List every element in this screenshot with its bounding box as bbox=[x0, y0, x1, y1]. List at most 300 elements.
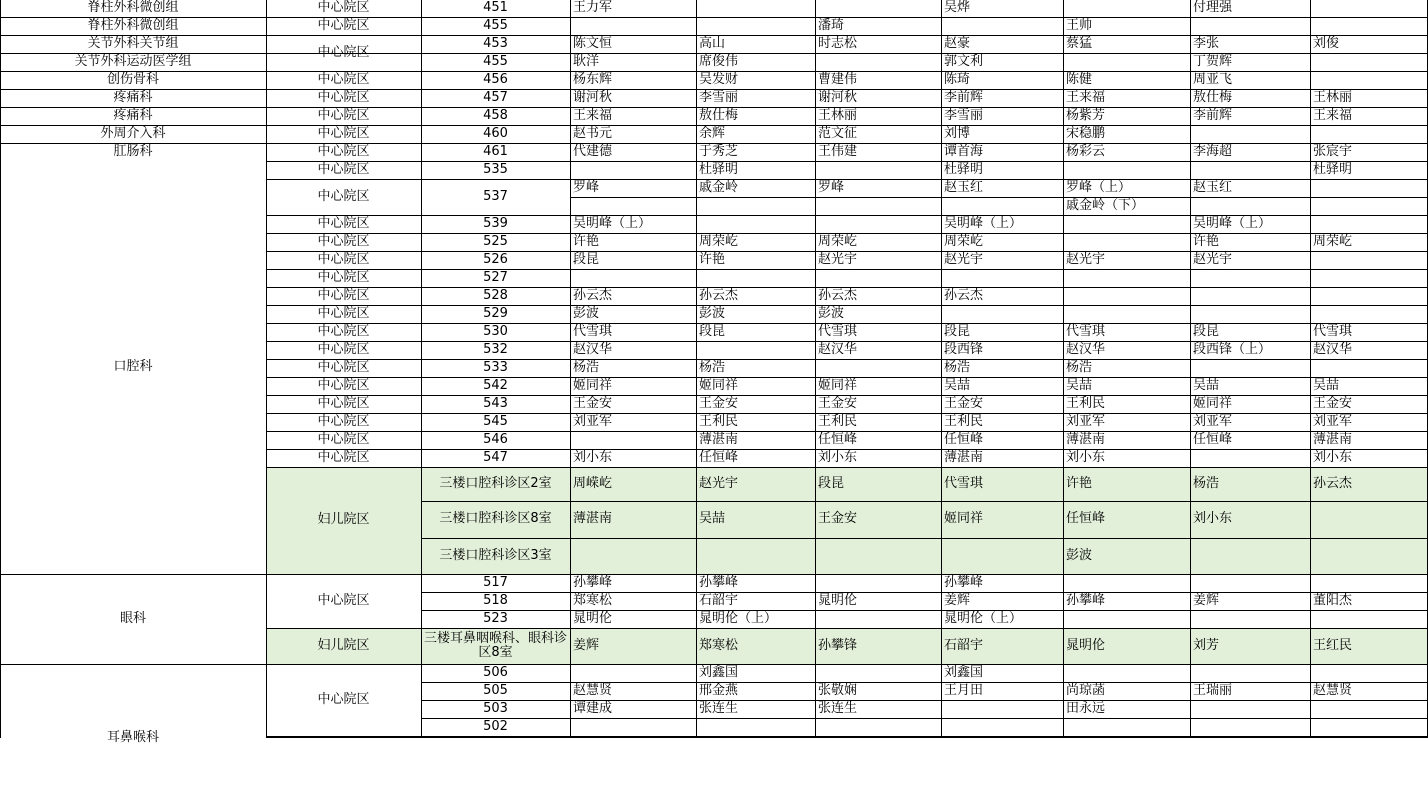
doctor-cell[interactable]: 赵玉红 bbox=[944, 179, 984, 195]
doctor-cell[interactable]: 周荣屹 bbox=[699, 233, 739, 249]
doctor-cell[interactable]: 董阳杰 bbox=[1313, 592, 1353, 608]
doctor-cell[interactable]: 孙攀锋 bbox=[818, 637, 858, 653]
doctor-cell[interactable] bbox=[1190, 17, 1310, 35]
doctor-cell[interactable] bbox=[1310, 538, 1428, 574]
doctor-cell[interactable] bbox=[1310, 501, 1428, 538]
room-cell[interactable]: 518 bbox=[483, 592, 508, 608]
doctor-cell[interactable]: 任恒峰 bbox=[1066, 511, 1106, 527]
doctor-cell[interactable]: 晁明伦 bbox=[573, 610, 613, 626]
doctor-cell[interactable] bbox=[570, 538, 696, 574]
area-cell[interactable]: 中心院区 bbox=[317, 71, 370, 87]
doctor-cell[interactable] bbox=[1310, 71, 1428, 89]
room-cell[interactable]: 532 bbox=[483, 341, 508, 357]
doctor-cell[interactable]: 王金安 bbox=[1313, 395, 1353, 411]
doctor-cell[interactable]: 刘亚军 bbox=[1313, 413, 1353, 429]
room-cell[interactable]: 455 bbox=[483, 53, 508, 69]
doctor-cell[interactable]: 赵光宇 bbox=[818, 251, 858, 267]
doctor-cell[interactable]: 杨浩 bbox=[699, 359, 726, 375]
doctor-cell[interactable] bbox=[941, 197, 1063, 215]
doctor-cell[interactable]: 王力军 bbox=[573, 0, 613, 15]
area-cell[interactable]: 中心院区 bbox=[317, 125, 370, 141]
room-cell[interactable]: 457 bbox=[483, 89, 508, 105]
doctor-cell[interactable]: 段昆 bbox=[944, 323, 971, 339]
doctor-cell[interactable]: 薄湛南 bbox=[573, 511, 613, 527]
doctor-cell[interactable] bbox=[941, 538, 1063, 574]
doctor-cell[interactable] bbox=[1190, 125, 1310, 143]
doctor-cell[interactable]: 孙云杰 bbox=[1313, 475, 1353, 491]
doctor-cell[interactable] bbox=[1190, 269, 1310, 287]
doctor-cell[interactable] bbox=[696, 215, 815, 233]
room-cell[interactable]: 451 bbox=[483, 0, 508, 15]
doctor-cell[interactable]: 孙云杰 bbox=[944, 287, 984, 303]
doctor-cell[interactable]: 周荣屹 bbox=[1313, 233, 1353, 249]
doctor-cell[interactable] bbox=[570, 269, 696, 287]
doctor-cell[interactable] bbox=[1310, 179, 1428, 197]
room-cell[interactable]: 503 bbox=[483, 700, 508, 716]
doctor-cell[interactable]: 吴喆 bbox=[944, 377, 971, 393]
doctor-cell[interactable]: 赵光宇 bbox=[699, 475, 739, 491]
doctor-cell[interactable]: 代雪琪 bbox=[1313, 323, 1353, 339]
area-cell[interactable]: 中心院区 bbox=[317, 592, 370, 608]
doctor-cell[interactable]: 王来福 bbox=[1066, 89, 1106, 105]
room-cell[interactable]: 456 bbox=[483, 71, 508, 87]
doctor-cell[interactable]: 吴喆 bbox=[1066, 377, 1093, 393]
room-cell[interactable]: 三楼口腔科诊区8室 bbox=[439, 511, 552, 527]
doctor-cell[interactable] bbox=[1063, 53, 1190, 71]
dept-cell[interactable]: 关节外科关节组 bbox=[87, 35, 179, 51]
dept-cell[interactable]: 肛肠科 bbox=[113, 143, 153, 159]
dept-cell[interactable]: 疼痛科 bbox=[113, 89, 153, 105]
doctor-cell[interactable]: 代雪琪 bbox=[573, 323, 613, 339]
doctor-cell[interactable] bbox=[1063, 664, 1190, 682]
doctor-cell[interactable]: 杨浩 bbox=[1066, 359, 1093, 375]
doctor-cell[interactable]: 吴烨 bbox=[944, 0, 971, 15]
area-cell[interactable]: 中心院区 bbox=[317, 89, 370, 105]
area-cell[interactable]: 中心院区 bbox=[317, 269, 370, 285]
doctor-cell[interactable]: 孙攀峰 bbox=[944, 574, 984, 590]
doctor-cell[interactable]: 许艳 bbox=[1066, 475, 1093, 491]
doctor-cell[interactable]: 王金安 bbox=[699, 395, 739, 411]
area-cell[interactable]: 中心院区 bbox=[317, 233, 370, 249]
doctor-cell[interactable] bbox=[1190, 610, 1310, 628]
doctor-cell[interactable] bbox=[696, 718, 815, 736]
room-cell[interactable]: 458 bbox=[483, 107, 508, 123]
doctor-cell[interactable] bbox=[1310, 700, 1428, 718]
doctor-cell[interactable] bbox=[570, 664, 696, 682]
doctor-cell[interactable]: 吴明峰（上） bbox=[944, 215, 1023, 231]
doctor-cell[interactable] bbox=[1063, 718, 1190, 736]
doctor-cell[interactable]: 周荣屹 bbox=[944, 233, 984, 249]
doctor-cell[interactable] bbox=[815, 664, 941, 682]
area-cell[interactable]: 妇儿院区 bbox=[317, 512, 370, 528]
doctor-cell[interactable] bbox=[1190, 197, 1310, 215]
area-cell[interactable]: 妇儿院区 bbox=[317, 637, 370, 653]
doctor-cell[interactable]: 罗峰 bbox=[818, 179, 845, 195]
doctor-cell[interactable] bbox=[815, 610, 941, 628]
doctor-cell[interactable] bbox=[1063, 215, 1190, 233]
doctor-cell[interactable]: 杨浩 bbox=[944, 359, 971, 375]
room-cell[interactable]: 523 bbox=[483, 610, 508, 626]
doctor-cell[interactable]: 刘鑫国 bbox=[699, 664, 739, 680]
doctor-cell[interactable] bbox=[1310, 53, 1428, 71]
doctor-cell[interactable]: 姬同祥 bbox=[818, 377, 858, 393]
doctor-cell[interactable]: 吴喆 bbox=[1313, 377, 1340, 393]
dept-cell[interactable]: 眼科 bbox=[119, 610, 146, 626]
doctor-cell[interactable]: 陈文恒 bbox=[573, 35, 613, 51]
doctor-cell[interactable] bbox=[1190, 305, 1310, 323]
doctor-cell[interactable]: 薄湛南 bbox=[699, 431, 739, 447]
doctor-cell[interactable]: 代建德 bbox=[573, 143, 613, 159]
doctor-cell[interactable]: 姜辉 bbox=[944, 592, 971, 608]
doctor-cell[interactable]: 范文征 bbox=[818, 125, 858, 141]
doctor-cell[interactable] bbox=[1063, 233, 1190, 251]
doctor-cell[interactable]: 谭建成 bbox=[573, 700, 613, 716]
doctor-cell[interactable] bbox=[1310, 0, 1428, 17]
doctor-cell[interactable]: 任恒峰 bbox=[818, 431, 858, 447]
area-cell[interactable]: 中心院区 bbox=[317, 305, 370, 321]
doctor-cell[interactable]: 杨紫芳 bbox=[1066, 107, 1106, 123]
doctor-cell[interactable]: 姬同祥 bbox=[573, 377, 613, 393]
room-cell[interactable]: 453 bbox=[483, 35, 508, 51]
doctor-cell[interactable]: 刘亚军 bbox=[1193, 413, 1233, 429]
doctor-cell[interactable] bbox=[815, 53, 941, 71]
doctor-cell[interactable]: 田永远 bbox=[1066, 700, 1106, 716]
area-cell[interactable]: 中心院区 bbox=[317, 691, 370, 707]
doctor-cell[interactable]: 席俊伟 bbox=[699, 53, 739, 69]
doctor-cell[interactable]: 宋稳鹏 bbox=[1066, 125, 1106, 141]
doctor-cell[interactable] bbox=[815, 359, 941, 377]
doctor-cell[interactable]: 赵豪 bbox=[944, 35, 971, 51]
doctor-cell[interactable] bbox=[1310, 664, 1428, 682]
doctor-cell[interactable]: 段昆 bbox=[1193, 323, 1220, 339]
doctor-cell[interactable] bbox=[1190, 700, 1310, 718]
doctor-cell[interactable] bbox=[570, 161, 696, 179]
room-cell[interactable]: 547 bbox=[483, 449, 508, 465]
doctor-cell[interactable]: 杨浩 bbox=[1193, 475, 1220, 491]
doctor-cell[interactable]: 戚金岭（下） bbox=[1066, 197, 1145, 213]
room-cell[interactable]: 526 bbox=[483, 251, 508, 267]
doctor-cell[interactable]: 姜辉 bbox=[573, 637, 600, 653]
dept-cell[interactable]: 脊柱外科微创组 bbox=[87, 17, 179, 33]
doctor-cell[interactable] bbox=[696, 197, 815, 215]
doctor-cell[interactable]: 杜驿明 bbox=[699, 161, 739, 177]
room-cell[interactable]: 三楼口腔科诊区2室 bbox=[439, 475, 552, 491]
doctor-cell[interactable]: 李张 bbox=[1193, 35, 1220, 51]
doctor-cell[interactable] bbox=[815, 197, 941, 215]
doctor-cell[interactable]: 薄湛南 bbox=[944, 449, 984, 465]
dept-cell[interactable]: 脊柱外科微创组 bbox=[87, 0, 179, 15]
area-cell[interactable]: 中心院区 bbox=[317, 431, 370, 447]
room-cell[interactable]: 543 bbox=[483, 395, 508, 411]
doctor-cell[interactable]: 姬同祥 bbox=[944, 511, 984, 527]
doctor-cell[interactable] bbox=[1310, 197, 1428, 215]
doctor-cell[interactable]: 刘亚军 bbox=[1066, 413, 1106, 429]
doctor-cell[interactable]: 陈琦 bbox=[944, 71, 971, 87]
doctor-cell[interactable]: 潘琦 bbox=[818, 17, 845, 33]
doctor-cell[interactable] bbox=[696, 269, 815, 287]
doctor-cell[interactable]: 周亚飞 bbox=[1193, 71, 1233, 87]
area-cell[interactable]: 中心院区 bbox=[317, 287, 370, 303]
doctor-cell[interactable] bbox=[1063, 305, 1190, 323]
doctor-cell[interactable]: 高山 bbox=[699, 35, 726, 51]
doctor-cell[interactable] bbox=[1063, 269, 1190, 287]
doctor-cell[interactable]: 杨彩云 bbox=[1066, 143, 1106, 159]
doctor-cell[interactable]: 赵汉华 bbox=[1313, 341, 1353, 357]
doctor-cell[interactable] bbox=[815, 0, 941, 17]
doctor-cell[interactable]: 邢金燕 bbox=[699, 682, 739, 698]
doctor-cell[interactable]: 耿洋 bbox=[573, 53, 600, 69]
area-cell[interactable]: 中心院区 bbox=[317, 0, 370, 15]
doctor-cell[interactable] bbox=[941, 17, 1063, 35]
doctor-cell[interactable]: 薄湛南 bbox=[1066, 431, 1106, 447]
doctor-cell[interactable] bbox=[815, 161, 941, 179]
dept-cell[interactable]: 耳鼻喉科 bbox=[106, 729, 159, 745]
dept-cell[interactable]: 创伤骨科 bbox=[106, 71, 159, 87]
doctor-cell[interactable]: 赵汉华 bbox=[1066, 341, 1106, 357]
area-cell[interactable]: 中心院区 bbox=[317, 215, 370, 231]
room-cell[interactable]: 525 bbox=[483, 233, 508, 249]
doctor-cell[interactable]: 余辉 bbox=[699, 125, 726, 141]
doctor-cell[interactable] bbox=[1190, 574, 1310, 592]
room-cell[interactable]: 502 bbox=[483, 718, 508, 734]
area-cell[interactable]: 中心院区 bbox=[317, 188, 370, 204]
doctor-cell[interactable] bbox=[1190, 449, 1310, 467]
doctor-cell[interactable]: 赵汉华 bbox=[818, 341, 858, 357]
doctor-cell[interactable] bbox=[1063, 287, 1190, 305]
doctor-cell[interactable]: 赵光宇 bbox=[1066, 251, 1106, 267]
doctor-cell[interactable]: 时志松 bbox=[818, 35, 858, 51]
doctor-cell[interactable]: 吴明峰（上） bbox=[573, 215, 652, 231]
doctor-cell[interactable] bbox=[1310, 269, 1428, 287]
doctor-cell[interactable]: 敖仕梅 bbox=[1193, 89, 1233, 105]
doctor-cell[interactable]: 王红民 bbox=[1313, 637, 1353, 653]
doctor-cell[interactable]: 晁明伦 bbox=[1066, 637, 1106, 653]
doctor-cell[interactable]: 吴发财 bbox=[699, 71, 739, 87]
area-cell[interactable]: 中心院区 bbox=[317, 323, 370, 339]
doctor-cell[interactable] bbox=[1310, 17, 1428, 35]
doctor-cell[interactable]: 吴喆 bbox=[1193, 377, 1220, 393]
doctor-cell[interactable] bbox=[815, 718, 941, 736]
doctor-cell[interactable]: 李前辉 bbox=[944, 89, 984, 105]
dept-cell[interactable]: 外周介入科 bbox=[100, 125, 166, 141]
doctor-cell[interactable]: 于秀芝 bbox=[699, 143, 739, 159]
area-cell[interactable]: 中心院区 bbox=[317, 449, 370, 465]
area-cell[interactable]: 中心院区 bbox=[317, 413, 370, 429]
doctor-cell[interactable]: 赵慧贤 bbox=[573, 682, 613, 698]
doctor-cell[interactable]: 戚金岭 bbox=[699, 179, 739, 195]
area-cell[interactable]: 中心院区 bbox=[317, 161, 370, 177]
doctor-cell[interactable]: 刘小东 bbox=[1066, 449, 1106, 465]
doctor-cell[interactable]: 刘芳 bbox=[1193, 637, 1220, 653]
doctor-cell[interactable]: 段昆 bbox=[818, 475, 845, 491]
area-cell[interactable]: 中心院区 bbox=[317, 341, 370, 357]
doctor-cell[interactable]: 姬同祥 bbox=[699, 377, 739, 393]
room-cell[interactable]: 455 bbox=[483, 17, 508, 33]
doctor-cell[interactable]: 任恒峰 bbox=[944, 431, 984, 447]
doctor-cell[interactable] bbox=[941, 718, 1063, 736]
room-cell[interactable]: 542 bbox=[483, 377, 508, 393]
doctor-cell[interactable]: 刘亚军 bbox=[573, 413, 613, 429]
doctor-cell[interactable]: 谢河秋 bbox=[818, 89, 858, 105]
room-cell[interactable]: 528 bbox=[483, 287, 508, 303]
doctor-cell[interactable] bbox=[1190, 664, 1310, 682]
doctor-cell[interactable]: 罗峰（上） bbox=[1066, 179, 1132, 195]
doctor-cell[interactable]: 王林丽 bbox=[1313, 89, 1353, 105]
room-cell[interactable]: 537 bbox=[483, 188, 508, 204]
doctor-cell[interactable] bbox=[570, 718, 696, 736]
doctor-cell[interactable]: 彭波 bbox=[1066, 547, 1093, 563]
area-cell[interactable]: 中心院区 bbox=[317, 359, 370, 375]
doctor-cell[interactable]: 张敬娴 bbox=[818, 682, 858, 698]
doctor-cell[interactable]: 李海超 bbox=[1193, 143, 1233, 159]
area-cell[interactable]: 中心院区 bbox=[317, 107, 370, 123]
doctor-cell[interactable]: 许艳 bbox=[1193, 233, 1220, 249]
doctor-cell[interactable]: 赵光宇 bbox=[1193, 251, 1233, 267]
doctor-cell[interactable]: 王利民 bbox=[944, 413, 984, 429]
doctor-cell[interactable] bbox=[815, 269, 941, 287]
doctor-cell[interactable]: 代雪琪 bbox=[818, 323, 858, 339]
room-cell[interactable]: 506 bbox=[483, 664, 508, 680]
doctor-cell[interactable] bbox=[1063, 161, 1190, 179]
doctor-cell[interactable] bbox=[1310, 305, 1428, 323]
doctor-cell[interactable]: 尚琼菡 bbox=[1066, 682, 1106, 698]
doctor-cell[interactable]: 彭波 bbox=[699, 305, 726, 321]
room-cell[interactable]: 545 bbox=[483, 413, 508, 429]
room-cell[interactable]: 535 bbox=[483, 161, 508, 177]
doctor-cell[interactable]: 李雪丽 bbox=[699, 89, 739, 105]
doctor-cell[interactable]: 段昆 bbox=[699, 323, 726, 339]
doctor-cell[interactable]: 王利民 bbox=[1066, 395, 1106, 411]
doctor-cell[interactable]: 周荣屹 bbox=[818, 233, 858, 249]
doctor-cell[interactable] bbox=[1310, 251, 1428, 269]
doctor-cell[interactable] bbox=[815, 574, 941, 592]
room-cell[interactable]: 三楼口腔科诊区3室 bbox=[439, 547, 552, 563]
doctor-cell[interactable] bbox=[941, 269, 1063, 287]
doctor-cell[interactable] bbox=[1310, 359, 1428, 377]
doctor-cell[interactable] bbox=[1190, 718, 1310, 736]
doctor-cell[interactable]: 刘小东 bbox=[573, 449, 613, 465]
doctor-cell[interactable]: 杜驿明 bbox=[944, 161, 984, 177]
room-cell[interactable]: 三楼耳鼻咽喉科、眼科诊区8室 bbox=[423, 630, 567, 660]
doctor-cell[interactable]: 李雪丽 bbox=[944, 107, 984, 123]
doctor-cell[interactable]: 晁明伦（上） bbox=[699, 610, 778, 626]
doctor-cell[interactable] bbox=[1190, 359, 1310, 377]
doctor-cell[interactable]: 周嵘屹 bbox=[573, 475, 613, 491]
doctor-cell[interactable]: 刘俊 bbox=[1313, 35, 1340, 51]
room-cell[interactable]: 527 bbox=[483, 269, 508, 285]
doctor-cell[interactable]: 杨浩 bbox=[573, 359, 600, 375]
doctor-cell[interactable]: 孙云杰 bbox=[699, 287, 739, 303]
doctor-cell[interactable]: 段西锋（上） bbox=[1193, 341, 1272, 357]
room-cell[interactable]: 546 bbox=[483, 431, 508, 447]
doctor-cell[interactable] bbox=[1063, 0, 1190, 17]
doctor-cell[interactable]: 郑寒松 bbox=[699, 637, 739, 653]
doctor-cell[interactable]: 赵光宇 bbox=[944, 251, 984, 267]
doctor-cell[interactable]: 郑寒松 bbox=[573, 592, 613, 608]
doctor-cell[interactable]: 王金安 bbox=[944, 395, 984, 411]
doctor-cell[interactable]: 赵汉华 bbox=[573, 341, 613, 357]
doctor-cell[interactable]: 刘小东 bbox=[818, 449, 858, 465]
area-cell[interactable]: 中心院区 bbox=[317, 251, 370, 267]
doctor-cell[interactable]: 王利民 bbox=[818, 413, 858, 429]
doctor-cell[interactable]: 谭首海 bbox=[944, 143, 984, 159]
doctor-cell[interactable]: 孙攀峰 bbox=[1066, 592, 1106, 608]
doctor-cell[interactable]: 晁明伦（上） bbox=[944, 610, 1023, 626]
room-cell[interactable]: 530 bbox=[483, 323, 508, 339]
doctor-cell[interactable]: 姜辉 bbox=[1193, 592, 1220, 608]
room-cell[interactable]: 505 bbox=[483, 682, 508, 698]
doctor-cell[interactable]: 段昆 bbox=[573, 251, 600, 267]
doctor-cell[interactable]: 晁明伦 bbox=[818, 592, 858, 608]
doctor-cell[interactable]: 曹建伟 bbox=[818, 71, 858, 87]
doctor-cell[interactable]: 彭波 bbox=[573, 305, 600, 321]
doctor-cell[interactable]: 赵书元 bbox=[573, 125, 613, 141]
room-cell[interactable]: 460 bbox=[483, 125, 508, 141]
doctor-cell[interactable] bbox=[1063, 610, 1190, 628]
doctor-cell[interactable]: 石韶宇 bbox=[699, 592, 739, 608]
doctor-cell[interactable]: 赵慧贤 bbox=[1313, 682, 1353, 698]
doctor-cell[interactable]: 付理强 bbox=[1193, 0, 1233, 15]
doctor-cell[interactable]: 李前辉 bbox=[1193, 107, 1233, 123]
doctor-cell[interactable]: 许艳 bbox=[699, 251, 726, 267]
doctor-cell[interactable] bbox=[1310, 574, 1428, 592]
doctor-cell[interactable]: 张连生 bbox=[699, 700, 739, 716]
area-cell[interactable]: 中心院区 bbox=[317, 143, 370, 159]
doctor-cell[interactable]: 丁贺辉 bbox=[1193, 53, 1233, 69]
doctor-cell[interactable] bbox=[815, 538, 941, 574]
doctor-cell[interactable]: 王林丽 bbox=[818, 107, 858, 123]
doctor-cell[interactable] bbox=[696, 538, 815, 574]
doctor-cell[interactable] bbox=[1310, 125, 1428, 143]
doctor-cell[interactable]: 刘小东 bbox=[1193, 511, 1233, 527]
doctor-cell[interactable] bbox=[570, 17, 696, 35]
doctor-cell[interactable]: 杜驿明 bbox=[1313, 161, 1353, 177]
doctor-cell[interactable]: 王帅 bbox=[1066, 17, 1093, 33]
doctor-cell[interactable]: 薄湛南 bbox=[1313, 431, 1353, 447]
doctor-cell[interactable] bbox=[941, 305, 1063, 323]
doctor-cell[interactable]: 敖仕梅 bbox=[699, 107, 739, 123]
doctor-cell[interactable] bbox=[1310, 215, 1428, 233]
doctor-cell[interactable]: 孙攀峰 bbox=[699, 574, 739, 590]
doctor-cell[interactable]: 石韶宇 bbox=[944, 637, 984, 653]
room-cell[interactable]: 517 bbox=[483, 574, 508, 590]
doctor-cell[interactable]: 王来福 bbox=[573, 107, 613, 123]
doctor-cell[interactable] bbox=[1190, 161, 1310, 179]
doctor-cell[interactable]: 赵玉红 bbox=[1193, 179, 1233, 195]
doctor-cell[interactable]: 郭文利 bbox=[944, 53, 984, 69]
doctor-cell[interactable]: 王金安 bbox=[818, 511, 858, 527]
doctor-cell[interactable]: 任恒峰 bbox=[699, 449, 739, 465]
doctor-cell[interactable]: 刘鑫国 bbox=[944, 664, 984, 680]
doctor-cell[interactable]: 孙云杰 bbox=[818, 287, 858, 303]
doctor-cell[interactable]: 王利民 bbox=[699, 413, 739, 429]
doctor-cell[interactable]: 罗峰 bbox=[573, 179, 600, 195]
doctor-cell[interactable]: 张宸宇 bbox=[1313, 143, 1353, 159]
doctor-cell[interactable] bbox=[815, 215, 941, 233]
doctor-cell[interactable]: 吴喆 bbox=[699, 511, 726, 527]
doctor-cell[interactable]: 任恒峰 bbox=[1193, 431, 1233, 447]
doctor-cell[interactable] bbox=[1310, 287, 1428, 305]
doctor-cell[interactable]: 姬同祥 bbox=[1193, 395, 1233, 411]
doctor-cell[interactable]: 王来福 bbox=[1313, 107, 1353, 123]
area-cell[interactable]: 中心院区 bbox=[317, 377, 370, 393]
doctor-cell[interactable]: 杨东辉 bbox=[573, 71, 613, 87]
dept-cell[interactable]: 关节外科运动医学组 bbox=[74, 53, 192, 69]
doctor-cell[interactable]: 王月田 bbox=[944, 682, 984, 698]
doctor-cell[interactable]: 张连生 bbox=[818, 700, 858, 716]
doctor-cell[interactable] bbox=[1310, 610, 1428, 628]
doctor-cell[interactable]: 刘博 bbox=[944, 125, 971, 141]
